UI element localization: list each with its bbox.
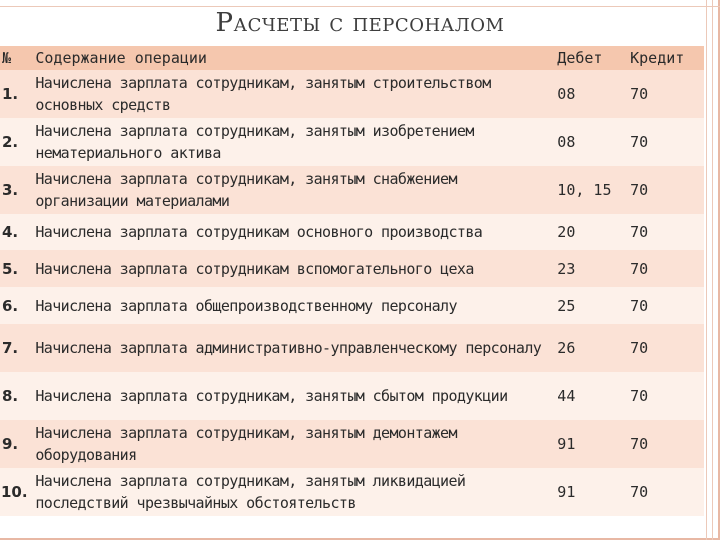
row-debit: 26	[555, 324, 628, 372]
frame-line-right-inner	[706, 0, 707, 540]
row-description: Начислена зарплата сотрудникам, занятым снабжением организации материалами	[33, 166, 555, 214]
frame-line-top	[0, 6, 720, 7]
row-credit: 70	[628, 250, 704, 287]
row-num: 10.	[0, 468, 33, 516]
row-num: 1.	[0, 70, 33, 118]
table-row	[0, 287, 704, 324]
row-description: Начислена зарплата сотрудникам, занятым сбытом продукции	[33, 372, 555, 420]
row-num: 9.	[0, 420, 33, 468]
row-debit: 10, 15	[555, 166, 628, 214]
row-debit: 08	[555, 118, 628, 166]
row-credit: 70	[628, 214, 704, 250]
row-credit: 70	[628, 118, 704, 166]
row-debit: 08	[555, 70, 628, 118]
row-debit: 91	[555, 420, 628, 468]
row-credit: 70	[628, 166, 704, 214]
table-row	[0, 250, 704, 287]
row-credit: 70	[628, 70, 704, 118]
row-credit: 70	[628, 420, 704, 468]
table-row	[0, 324, 704, 372]
table-header-row	[0, 46, 704, 70]
row-debit: 25	[555, 287, 628, 324]
page-title: Расчеты с персоналом	[215, 8, 505, 38]
table-row	[0, 420, 704, 468]
row-num: 3.	[0, 166, 33, 214]
row-description: Начислена зарплата сотрудникам, занятым строительством основных средств	[33, 70, 555, 118]
row-description: Начислена зарплата сотрудникам основного производства	[33, 214, 555, 250]
row-num: 8.	[0, 372, 33, 420]
row-description: Начислена зарплата общепроизводственному персоналу	[33, 287, 555, 324]
row-credit: 70	[628, 372, 704, 420]
row-description: Начислена зарплата сотрудникам, занятым ликвидацией последствий чрезвычайных обстоятельств	[33, 468, 555, 516]
table-row	[0, 166, 704, 214]
row-description: Начислена зарплата сотрудникам, занятым демонтажем оборудования	[33, 420, 555, 468]
row-credit: 70	[628, 468, 704, 516]
header-description: Содержание операции	[33, 46, 555, 70]
table-row	[0, 70, 704, 118]
row-debit: 23	[555, 250, 628, 287]
row-debit: 44	[555, 372, 628, 420]
table-row	[0, 214, 704, 250]
row-num: 7.	[0, 324, 33, 372]
row-credit: 70	[628, 324, 704, 372]
row-num: 6.	[0, 287, 33, 324]
header-debit: Дебет	[555, 46, 628, 70]
table-row	[0, 372, 704, 420]
row-description: Начислена зарплата сотрудникам, занятым изобретением нематериального актива	[33, 118, 555, 166]
row-num: 4.	[0, 214, 33, 250]
frame-line-right-outer	[712, 0, 713, 540]
row-num: 5.	[0, 250, 33, 287]
row-debit: 91	[555, 468, 628, 516]
table-row	[0, 118, 704, 166]
table-row	[0, 468, 704, 516]
operations-table	[0, 46, 704, 516]
header-credit: Кредит	[628, 46, 704, 70]
row-num: 2.	[0, 118, 33, 166]
row-description: Начислена зарплата сотрудникам вспомогательного цеха	[33, 250, 555, 287]
row-debit: 20	[555, 214, 628, 250]
header-num: №	[0, 46, 33, 70]
row-credit: 70	[628, 287, 704, 324]
row-description: Начислена зарплата административно-управленческому персоналу	[33, 324, 555, 372]
